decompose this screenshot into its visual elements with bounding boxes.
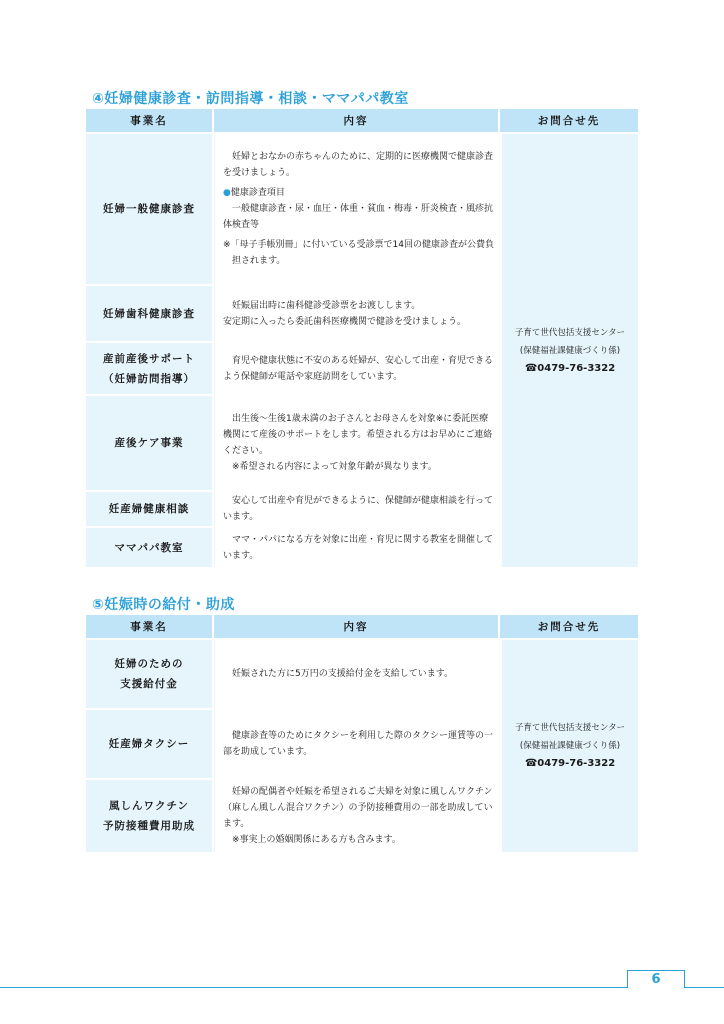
- program-description: [214, 640, 500, 708]
- footer-rule: [0, 987, 724, 988]
- page-number: 6: [627, 970, 685, 988]
- program-name-line1: 風しんワクチン: [109, 800, 189, 812]
- table-header: [86, 109, 638, 132]
- header-contact: お問合せ先: [537, 621, 601, 633]
- program-name: 妊婦一般健康診査: [86, 134, 214, 284]
- contact-info: [500, 134, 638, 567]
- program-name: 妊婦歯科健康診査: [86, 286, 214, 341]
- program-name-line2: 支援給付金: [120, 678, 178, 690]
- program-description: [214, 134, 500, 284]
- table-row: [86, 396, 500, 492]
- description-text: 妊婦の配偶者や妊娠を希望されるご夫婦を対象に風しんワクチン（麻しん風しん混合ワクチン）の予防接種費用の一部を助成しています。: [223, 787, 493, 829]
- description-text: 妊婦とおなかの赤ちゃんのために、定期的に医療機関で健康診査を受けましょう。: [223, 152, 494, 178]
- program-description: [214, 492, 500, 526]
- contact-phone: ☎0479-76-3322: [524, 758, 616, 769]
- header-program-name: 事業名: [86, 615, 214, 638]
- program-name-line2: （妊婦訪問指導）: [103, 372, 195, 385]
- header-content: 内容: [214, 109, 500, 132]
- description-text: 安心して出産や育児ができるように、保健師が健康相談を行っています。: [223, 496, 494, 522]
- table-row: [86, 780, 500, 852]
- description-text: 育児や健康状態に不安のある妊婦が、安心して出産・育児できるよう保健師が電話や家庭訪問をしています。: [223, 355, 494, 382]
- program-description: [214, 343, 500, 394]
- table-row: [86, 492, 500, 528]
- program-name-line2: 予防接種費用助成: [103, 820, 195, 832]
- description-text: 妊娠された方に5万円の支援給付金を支給しています。: [232, 669, 454, 679]
- description-note: ※「母子手帳別冊」に付いている受診票で14回の健康診査が公費負担されます。: [223, 240, 494, 266]
- program-description: [214, 396, 500, 490]
- program-description: [214, 780, 500, 852]
- program-description: [214, 710, 500, 778]
- description-text: 安定期に入ったら委託歯科医療機関で健診を受けましょう。: [223, 316, 467, 327]
- checkup-items-heading: ●健康診査項目: [223, 188, 285, 198]
- program-name: [86, 343, 214, 394]
- maternal-services-table: [86, 109, 638, 567]
- description-text: 出生後～生後1歳未満のお子さんとお母さんを対象※に委託医療機関にて産後のサポートをします。希望される方はお早めにご連絡ください。: [223, 414, 493, 456]
- table-header: [86, 615, 638, 638]
- program-name: 妊産婦タクシー: [86, 710, 214, 778]
- benefits-table: [86, 615, 638, 852]
- table-row: [86, 710, 500, 780]
- program-name: [86, 780, 214, 852]
- table-row: [86, 134, 500, 286]
- program-description: [214, 286, 500, 341]
- header-content: 内容: [214, 615, 500, 638]
- header-contact: お問合せ先: [537, 115, 601, 127]
- contact-department: (保健福祉課健康づくり係): [519, 345, 621, 356]
- description-text: ママ・パパになる方を対象に出産・育児に関する教室を開催しています。: [223, 534, 494, 561]
- program-name: 妊産婦健康相談: [86, 492, 214, 526]
- description-note: ※希望される内容によって対象年齢が異なります。: [232, 462, 437, 472]
- description-text: 一般健康診査・尿・血圧・体重・貧血・梅毒・肝炎検査・風疹抗体検査等: [223, 204, 494, 230]
- program-name-line1: 産前産後サポート: [103, 352, 195, 365]
- description-text: 妊娠届出時に歯科健診受診票をお渡しします。: [232, 300, 421, 311]
- bullet-icon: ●: [223, 188, 231, 198]
- header-program-name: 事業名: [86, 109, 214, 132]
- contact-phone: ☎0479-76-3322: [524, 362, 616, 374]
- program-description: [214, 528, 500, 567]
- contact-center-name: 子育て世代包括支援センター: [514, 327, 626, 338]
- program-name: 産後ケア事業: [86, 396, 214, 490]
- contact-center-name: 子育て世代包括支援センター: [514, 723, 626, 733]
- section-title-pregnancy-benefits: ⑤妊娠時の給付・助成: [92, 597, 235, 613]
- program-name: [86, 640, 214, 708]
- table-row: [86, 528, 500, 567]
- table-row: [86, 343, 500, 396]
- table-row: [86, 286, 500, 343]
- description-note: ※事実上の婚姻関係にある方も含みます。: [232, 835, 401, 845]
- program-name-line1: 妊婦のための: [114, 658, 184, 670]
- description-text: 健康診査等のためにタクシーを利用した際のタクシー運賃等の一部を助成しています。: [223, 731, 494, 757]
- program-name: ママパパ教室: [86, 528, 214, 567]
- contact-department: (保健福祉課健康づくり係): [519, 741, 621, 751]
- contact-info: [500, 640, 638, 852]
- section-title-maternal-checkups: ④妊婦健康診査・訪問指導・相談・ママパパ教室: [92, 91, 409, 107]
- table-row: [86, 640, 500, 710]
